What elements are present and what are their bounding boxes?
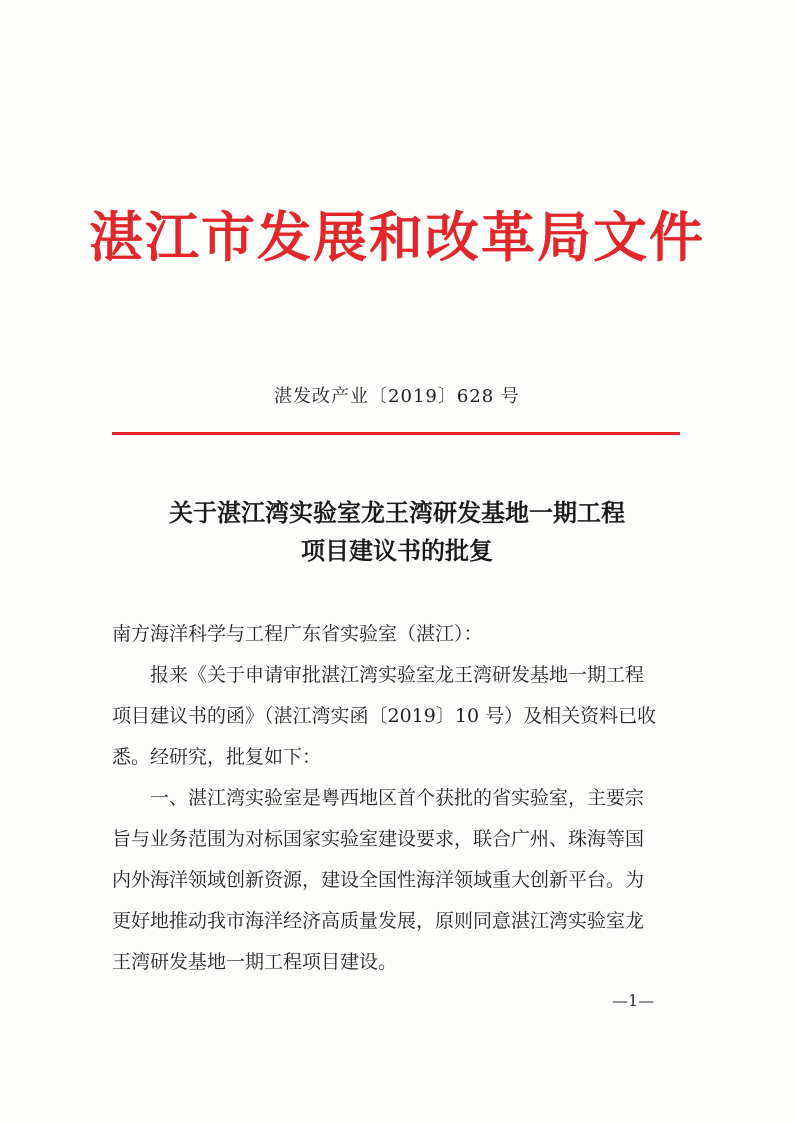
issuer-header-title: 湛江市发展和改革局文件 bbox=[89, 205, 705, 269]
paragraph-1-line-3: 悉。经研究，批复如下： bbox=[112, 746, 322, 768]
paragraph-2-line-3: 内外海洋领域创新资源，建设全国性海洋领域重大创新平台。为 bbox=[112, 869, 645, 891]
addressee: 南方海洋科学与工程广东省实验室（湛江）： bbox=[112, 623, 483, 645]
paragraph-2-line-1: 一、湛江湾实验室是粤西地区首个获批的省实验室，主要宗 bbox=[150, 787, 645, 809]
document-body bbox=[112, 614, 684, 983]
paragraph-2-line-5: 王湾研发基地一期工程项目建设。 bbox=[112, 951, 398, 973]
document-title-line-1: 关于湛江湾实验室龙王湾研发基地一期工程 bbox=[169, 498, 625, 527]
red-divider-line bbox=[112, 432, 680, 435]
page-number: —1— bbox=[612, 991, 655, 1010]
paragraph-1-line-1: 报来《关于申请审批湛江湾实验室龙王湾研发基地一期工程 bbox=[150, 664, 645, 686]
document-title bbox=[0, 494, 794, 570]
document-title-line-2: 项目建议书的批复 bbox=[301, 536, 493, 565]
paragraph-1-line-2: 项目建议书的函》（湛江湾实函〔2019〕10 号）及相关资料已收 bbox=[112, 705, 657, 727]
paragraph-2-line-4: 更好地推动我市海洋经济高质量发展，原则同意湛江湾实验室龙 bbox=[112, 910, 645, 932]
document-number: 湛发改产业〔2019〕628 号 bbox=[274, 386, 520, 407]
paragraph-2-line-2: 旨与业务范围为对标国家实验室建设要求，联合广州、珠海等国 bbox=[112, 828, 645, 850]
